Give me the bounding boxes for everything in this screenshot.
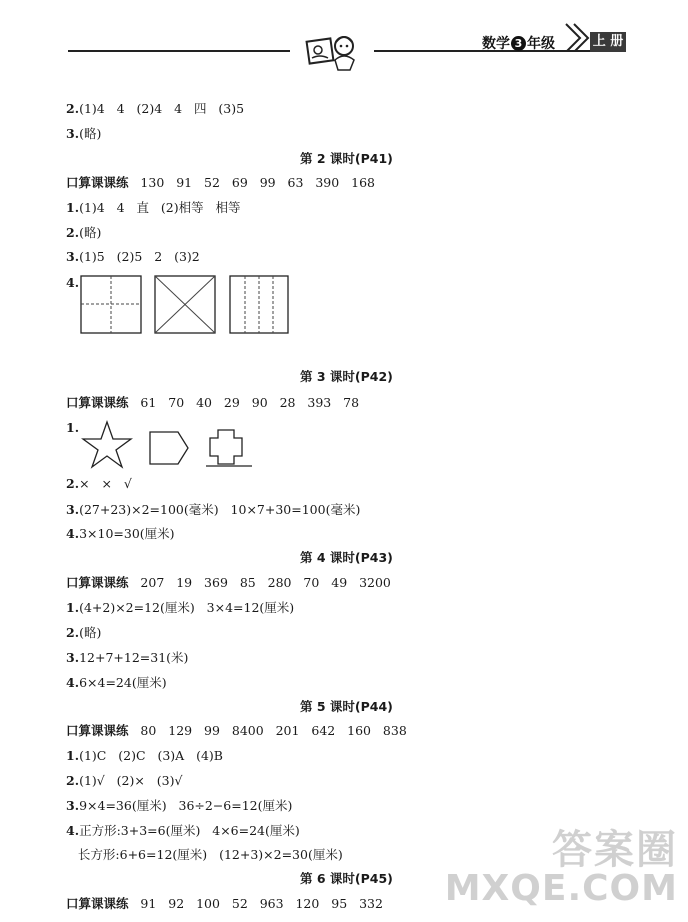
header-subject: 数学 3 年级	[482, 36, 555, 52]
volume-badge: 上 册	[590, 32, 626, 52]
watermark-logo: 答案圈	[552, 827, 678, 873]
answer-line: 3.12+7+12=31(米)	[66, 650, 189, 665]
star-shape-figure	[80, 420, 134, 474]
square-fold-diagonal-figure	[154, 275, 216, 339]
answer-line: 1.	[66, 420, 80, 435]
section-heading: 第 2 课时(P41)	[300, 151, 393, 166]
oral-practice-line: 口算课课练 80 129 99 8400 201 642 160 838	[66, 723, 407, 738]
oral-practice-line: 口算课课练 61 70 40 29 90 28 393 78	[66, 395, 360, 410]
answer-line: 2.(1)√ (2)× (3)√	[66, 773, 183, 788]
answer-line: 3.(1)5 (2)5 2 (3)2	[66, 249, 200, 264]
answer-line: 2.(略)	[66, 225, 102, 240]
answer-line: 4.6×4=24(厘米)	[66, 675, 167, 690]
header-rule-left	[68, 50, 290, 52]
answer-line: 3.9×4=36(厘米) 36÷2−6=12(厘米)	[66, 798, 293, 813]
answer-line: 1.(1)C (2)C (3)A (4)B	[66, 748, 223, 763]
section-heading: 第 4 课时(P43)	[300, 550, 393, 565]
answer-line: 3.(略)	[66, 126, 102, 141]
answer-line: 4.正方形:3+3=6(厘米) 4×6=24(厘米)	[66, 823, 300, 838]
answer-line: 2.(略)	[66, 625, 102, 640]
section-heading: 第 6 课时(P45)	[300, 871, 393, 886]
answer-line: 3.(27+23)×2=100(毫米) 10×7+30=100(毫米)	[66, 502, 361, 517]
oral-practice-line: 口算课课练 207 19 369 85 280 70 49 3200	[66, 575, 391, 590]
pentagon-arrow-shape-figure	[148, 428, 192, 472]
answer-line: 2.× × √	[66, 476, 132, 491]
double-chevron-icon	[564, 22, 592, 56]
section-heading: 第 5 课时(P44)	[300, 699, 393, 714]
answer-line: 4.3×10=30(厘米)	[66, 526, 175, 541]
answer-line: 2.(1)4 4 (2)4 4 四 (3)5	[66, 101, 245, 116]
square-fold-strips-figure	[229, 275, 291, 339]
section-heading: 第 3 课时(P42)	[300, 369, 393, 384]
cross-shape-figure	[204, 428, 254, 472]
answer-line: 1.(4+2)×2=12(厘米) 3×4=12(厘米)	[66, 600, 295, 615]
answer-line: 长方形:6+6=12(厘米) (12+3)×2=30(厘米)	[66, 847, 343, 862]
answer-line: 4.	[66, 275, 80, 290]
watermark-url: MXQE.COM	[444, 868, 678, 909]
grade-number: 3	[511, 36, 526, 51]
oral-practice-line: 口算课课练 91 92 100 52 963 120 95 332	[66, 896, 383, 911]
answer-line: 1.(1)4 4 直 (2)相等 相等	[66, 200, 241, 215]
oral-practice-line: 口算课课练 130 91 52 69 99 63 390 168	[66, 175, 375, 190]
square-fold-cross-figure	[80, 275, 142, 339]
mascot-icon	[300, 30, 368, 84]
